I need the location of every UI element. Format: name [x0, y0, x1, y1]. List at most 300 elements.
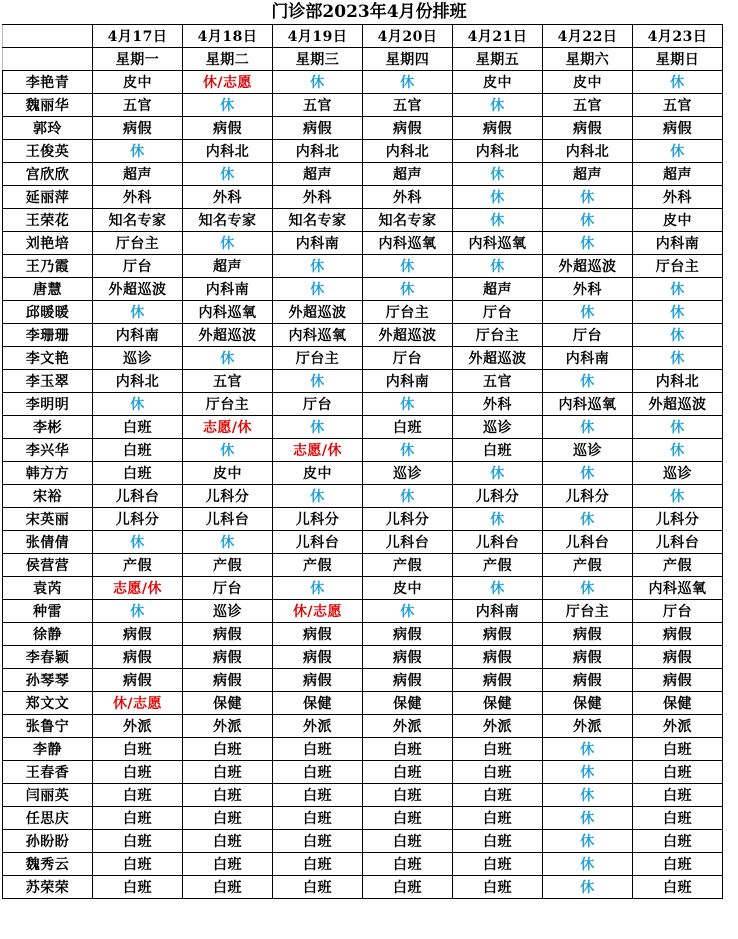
shift-cell[interactable]: 超声 — [273, 163, 363, 186]
shift-cell[interactable]: 儿科分 — [453, 485, 543, 508]
shift-cell[interactable]: 病假 — [93, 669, 183, 692]
shift-cell[interactable]: 休 — [363, 439, 453, 462]
shift-cell[interactable]: 白班 — [633, 853, 723, 876]
shift-cell[interactable]: 白班 — [93, 876, 183, 899]
shift-cell[interactable]: 内科南 — [93, 324, 183, 347]
shift-cell[interactable]: 超声 — [183, 255, 273, 278]
corner-cell[interactable] — [3, 48, 93, 71]
shift-cell[interactable]: 休 — [543, 577, 633, 600]
shift-cell[interactable]: 休/志愿 — [183, 71, 273, 94]
weekday-header-cell[interactable]: 星期五 — [453, 48, 543, 71]
shift-cell[interactable]: 休 — [273, 255, 363, 278]
shift-cell[interactable]: 病假 — [273, 669, 363, 692]
shift-cell[interactable]: 内科南 — [543, 347, 633, 370]
shift-cell[interactable]: 白班 — [93, 807, 183, 830]
shift-cell[interactable]: 白班 — [363, 853, 453, 876]
shift-cell[interactable]: 病假 — [633, 669, 723, 692]
shift-cell[interactable]: 厅台 — [93, 255, 183, 278]
shift-cell[interactable]: 休 — [273, 577, 363, 600]
shift-cell[interactable]: 外科 — [273, 186, 363, 209]
shift-cell[interactable]: 儿科分 — [543, 485, 633, 508]
shift-cell[interactable]: 白班 — [363, 416, 453, 439]
shift-cell[interactable]: 休 — [543, 830, 633, 853]
shift-cell[interactable]: 病假 — [273, 646, 363, 669]
staff-name-cell[interactable]: 宫欣欣 — [3, 163, 93, 186]
shift-cell[interactable]: 厅台 — [273, 393, 363, 416]
shift-cell[interactable]: 病假 — [273, 623, 363, 646]
shift-cell[interactable]: 五官 — [633, 94, 723, 117]
shift-cell[interactable]: 白班 — [453, 876, 543, 899]
shift-cell[interactable]: 休 — [363, 485, 453, 508]
shift-cell[interactable]: 白班 — [633, 784, 723, 807]
shift-cell[interactable]: 休 — [633, 301, 723, 324]
shift-cell[interactable]: 病假 — [363, 623, 453, 646]
shift-cell[interactable]: 内科北 — [273, 140, 363, 163]
shift-cell[interactable]: 白班 — [363, 807, 453, 830]
shift-cell[interactable]: 白班 — [93, 784, 183, 807]
shift-cell[interactable]: 休 — [273, 416, 363, 439]
shift-cell[interactable]: 病假 — [453, 669, 543, 692]
shift-cell[interactable]: 病假 — [543, 623, 633, 646]
shift-cell[interactable]: 外超巡波 — [183, 324, 273, 347]
shift-cell[interactable]: 休 — [273, 485, 363, 508]
staff-name-cell[interactable]: 李兴华 — [3, 439, 93, 462]
staff-name-cell[interactable]: 唐慧 — [3, 278, 93, 301]
shift-cell[interactable]: 儿科分 — [363, 508, 453, 531]
shift-cell[interactable]: 五官 — [93, 94, 183, 117]
shift-cell[interactable]: 白班 — [183, 807, 273, 830]
corner-cell[interactable] — [3, 25, 93, 48]
weekday-header-cell[interactable]: 星期四 — [363, 48, 453, 71]
shift-cell[interactable]: 休 — [183, 347, 273, 370]
shift-cell[interactable]: 内科巡氧 — [543, 393, 633, 416]
shift-cell[interactable]: 白班 — [453, 439, 543, 462]
shift-cell[interactable]: 五官 — [183, 370, 273, 393]
shift-cell[interactable]: 白班 — [453, 761, 543, 784]
shift-cell[interactable]: 休 — [183, 439, 273, 462]
shift-cell[interactable]: 儿科分 — [93, 508, 183, 531]
shift-cell[interactable]: 病假 — [453, 117, 543, 140]
weekday-header-cell[interactable]: 星期二 — [183, 48, 273, 71]
shift-cell[interactable]: 休 — [93, 600, 183, 623]
shift-cell[interactable]: 内科巡氧 — [183, 301, 273, 324]
staff-name-cell[interactable]: 孙盼盼 — [3, 830, 93, 853]
shift-cell[interactable]: 儿科台 — [93, 485, 183, 508]
shift-cell[interactable]: 病假 — [633, 117, 723, 140]
shift-cell[interactable]: 内科巡氧 — [453, 232, 543, 255]
shift-cell[interactable]: 休 — [93, 393, 183, 416]
shift-cell[interactable]: 白班 — [273, 807, 363, 830]
shift-cell[interactable]: 病假 — [543, 646, 633, 669]
shift-cell[interactable]: 儿科台 — [453, 531, 543, 554]
shift-cell[interactable]: 白班 — [363, 830, 453, 853]
shift-cell[interactable]: 休 — [453, 462, 543, 485]
shift-cell[interactable]: 休 — [633, 347, 723, 370]
shift-cell[interactable]: 休 — [183, 94, 273, 117]
shift-cell[interactable]: 病假 — [183, 117, 273, 140]
shift-cell[interactable]: 保健 — [633, 692, 723, 715]
shift-cell[interactable]: 休 — [363, 255, 453, 278]
shift-cell[interactable]: 病假 — [183, 646, 273, 669]
shift-cell[interactable]: 白班 — [453, 784, 543, 807]
shift-cell[interactable]: 内科南 — [273, 232, 363, 255]
shift-cell[interactable]: 内科北 — [363, 140, 453, 163]
shift-cell[interactable]: 休 — [543, 301, 633, 324]
shift-cell[interactable]: 超声 — [93, 163, 183, 186]
staff-name-cell[interactable]: 李珊珊 — [3, 324, 93, 347]
shift-cell[interactable]: 皮中 — [453, 71, 543, 94]
shift-cell[interactable]: 厅台主 — [183, 393, 273, 416]
shift-cell[interactable]: 休 — [363, 278, 453, 301]
staff-name-cell[interactable]: 王荣花 — [3, 209, 93, 232]
shift-cell[interactable]: 外派 — [93, 715, 183, 738]
shift-cell[interactable]: 白班 — [633, 830, 723, 853]
staff-name-cell[interactable]: 魏丽华 — [3, 94, 93, 117]
shift-cell[interactable]: 休 — [273, 71, 363, 94]
staff-name-cell[interactable]: 宋英丽 — [3, 508, 93, 531]
date-header-cell[interactable]: 4月22日 — [543, 25, 633, 48]
shift-cell[interactable]: 厅台主 — [633, 255, 723, 278]
shift-cell[interactable]: 休 — [93, 301, 183, 324]
shift-cell[interactable]: 巡诊 — [453, 416, 543, 439]
weekday-header-cell[interactable]: 星期三 — [273, 48, 363, 71]
shift-cell[interactable]: 白班 — [273, 830, 363, 853]
shift-cell[interactable]: 皮中 — [93, 71, 183, 94]
shift-cell[interactable]: 休 — [543, 784, 633, 807]
shift-cell[interactable]: 休 — [543, 761, 633, 784]
shift-cell[interactable]: 休 — [183, 163, 273, 186]
shift-cell[interactable]: 产假 — [363, 554, 453, 577]
shift-cell[interactable]: 休 — [93, 531, 183, 554]
shift-cell[interactable]: 厅台 — [453, 301, 543, 324]
shift-cell[interactable]: 保健 — [363, 692, 453, 715]
shift-cell[interactable]: 外科 — [93, 186, 183, 209]
shift-cell[interactable]: 外科 — [453, 393, 543, 416]
shift-cell[interactable]: 休 — [453, 577, 543, 600]
shift-cell[interactable]: 知名专家 — [273, 209, 363, 232]
shift-cell[interactable]: 内科北 — [543, 140, 633, 163]
staff-name-cell[interactable]: 魏秀云 — [3, 853, 93, 876]
shift-cell[interactable]: 白班 — [273, 761, 363, 784]
shift-cell[interactable]: 厅台 — [183, 577, 273, 600]
shift-cell[interactable]: 白班 — [453, 830, 543, 853]
shift-cell[interactable]: 白班 — [453, 853, 543, 876]
shift-cell[interactable]: 休 — [633, 485, 723, 508]
shift-cell[interactable]: 厅台主 — [93, 232, 183, 255]
shift-cell[interactable]: 白班 — [363, 784, 453, 807]
shift-cell[interactable]: 厅台主 — [543, 600, 633, 623]
shift-cell[interactable]: 皮中 — [273, 462, 363, 485]
shift-cell[interactable]: 儿科分 — [273, 508, 363, 531]
shift-cell[interactable]: 保健 — [453, 692, 543, 715]
shift-cell[interactable]: 白班 — [453, 807, 543, 830]
shift-cell[interactable]: 休 — [633, 324, 723, 347]
shift-cell[interactable]: 病假 — [273, 117, 363, 140]
shift-cell[interactable]: 休 — [543, 738, 633, 761]
shift-cell[interactable]: 休 — [543, 876, 633, 899]
shift-cell[interactable]: 白班 — [273, 738, 363, 761]
staff-name-cell[interactable]: 韩方方 — [3, 462, 93, 485]
shift-cell[interactable]: 白班 — [183, 738, 273, 761]
shift-cell[interactable]: 病假 — [93, 623, 183, 646]
staff-name-cell[interactable]: 苏荣荣 — [3, 876, 93, 899]
shift-cell[interactable]: 外超巡波 — [633, 393, 723, 416]
shift-cell[interactable]: 病假 — [363, 117, 453, 140]
staff-name-cell[interactable]: 郑文文 — [3, 692, 93, 715]
shift-cell[interactable]: 皮中 — [633, 209, 723, 232]
date-header-cell[interactable]: 4月18日 — [183, 25, 273, 48]
shift-cell[interactable]: 休 — [543, 462, 633, 485]
shift-cell[interactable]: 白班 — [93, 738, 183, 761]
staff-name-cell[interactable]: 刘艳培 — [3, 232, 93, 255]
shift-cell[interactable]: 病假 — [633, 646, 723, 669]
shift-cell[interactable]: 休 — [93, 140, 183, 163]
shift-cell[interactable]: 白班 — [93, 761, 183, 784]
shift-cell[interactable]: 知名专家 — [93, 209, 183, 232]
shift-cell[interactable]: 志愿/休 — [93, 577, 183, 600]
shift-cell[interactable]: 外派 — [363, 715, 453, 738]
staff-name-cell[interactable]: 袁芮 — [3, 577, 93, 600]
shift-cell[interactable]: 休 — [543, 416, 633, 439]
shift-cell[interactable]: 病假 — [93, 117, 183, 140]
shift-cell[interactable]: 休 — [453, 508, 543, 531]
shift-cell[interactable]: 休 — [453, 186, 543, 209]
shift-cell[interactable]: 病假 — [543, 669, 633, 692]
shift-cell[interactable]: 外派 — [453, 715, 543, 738]
staff-name-cell[interactable]: 李文艳 — [3, 347, 93, 370]
shift-cell[interactable]: 保健 — [543, 692, 633, 715]
shift-cell[interactable]: 外派 — [183, 715, 273, 738]
shift-cell[interactable]: 厅台 — [363, 347, 453, 370]
staff-name-cell[interactable]: 李玉翠 — [3, 370, 93, 393]
staff-name-cell[interactable]: 侯营营 — [3, 554, 93, 577]
shift-cell[interactable]: 休 — [273, 278, 363, 301]
shift-cell[interactable]: 厅台主 — [363, 301, 453, 324]
shift-cell[interactable]: 白班 — [453, 738, 543, 761]
shift-cell[interactable]: 病假 — [633, 623, 723, 646]
shift-cell[interactable]: 五官 — [453, 370, 543, 393]
shift-cell[interactable]: 休 — [633, 439, 723, 462]
shift-cell[interactable]: 休 — [543, 232, 633, 255]
staff-name-cell[interactable]: 王春香 — [3, 761, 93, 784]
shift-cell[interactable]: 休 — [453, 94, 543, 117]
shift-cell[interactable]: 白班 — [363, 876, 453, 899]
shift-cell[interactable]: 儿科台 — [183, 508, 273, 531]
shift-cell[interactable]: 儿科台 — [363, 531, 453, 554]
shift-cell[interactable]: 巡诊 — [543, 439, 633, 462]
shift-cell[interactable]: 白班 — [93, 416, 183, 439]
date-header-cell[interactable]: 4月17日 — [93, 25, 183, 48]
shift-cell[interactable]: 巡诊 — [363, 462, 453, 485]
shift-cell[interactable]: 白班 — [183, 876, 273, 899]
shift-cell[interactable]: 产假 — [543, 554, 633, 577]
shift-cell[interactable]: 休 — [453, 255, 543, 278]
shift-cell[interactable]: 休 — [633, 416, 723, 439]
shift-cell[interactable]: 超声 — [633, 163, 723, 186]
shift-cell[interactable]: 白班 — [93, 830, 183, 853]
shift-cell[interactable]: 白班 — [93, 853, 183, 876]
shift-cell[interactable]: 巡诊 — [633, 462, 723, 485]
staff-name-cell[interactable]: 王俊英 — [3, 140, 93, 163]
shift-cell[interactable]: 超声 — [543, 163, 633, 186]
shift-cell[interactable]: 休 — [453, 163, 543, 186]
shift-cell[interactable]: 白班 — [273, 853, 363, 876]
shift-cell[interactable]: 巡诊 — [93, 347, 183, 370]
shift-cell[interactable]: 内科巡氧 — [633, 577, 723, 600]
shift-cell[interactable]: 厅台 — [633, 600, 723, 623]
shift-cell[interactable]: 病假 — [543, 117, 633, 140]
shift-cell[interactable]: 厅台主 — [453, 324, 543, 347]
shift-cell[interactable]: 休 — [363, 71, 453, 94]
shift-cell[interactable]: 外超巡波 — [93, 278, 183, 301]
shift-cell[interactable]: 志愿/休 — [183, 416, 273, 439]
shift-cell[interactable]: 休 — [543, 807, 633, 830]
date-header-cell[interactable]: 4月21日 — [453, 25, 543, 48]
shift-cell[interactable]: 休 — [183, 531, 273, 554]
shift-cell[interactable]: 五官 — [273, 94, 363, 117]
shift-cell[interactable]: 白班 — [633, 738, 723, 761]
shift-cell[interactable]: 志愿/休 — [273, 439, 363, 462]
shift-cell[interactable]: 内科南 — [183, 278, 273, 301]
shift-cell[interactable]: 休 — [273, 370, 363, 393]
shift-cell[interactable]: 五官 — [363, 94, 453, 117]
shift-cell[interactable]: 白班 — [183, 830, 273, 853]
shift-cell[interactable]: 休 — [363, 600, 453, 623]
shift-cell[interactable]: 病假 — [363, 646, 453, 669]
shift-cell[interactable]: 白班 — [633, 761, 723, 784]
staff-name-cell[interactable]: 李春颖 — [3, 646, 93, 669]
shift-cell[interactable]: 休 — [543, 370, 633, 393]
shift-cell[interactable]: 病假 — [183, 669, 273, 692]
shift-cell[interactable]: 白班 — [363, 738, 453, 761]
staff-name-cell[interactable]: 延丽萍 — [3, 186, 93, 209]
staff-name-cell[interactable]: 种雷 — [3, 600, 93, 623]
shift-cell[interactable]: 病假 — [363, 669, 453, 692]
shift-cell[interactable]: 白班 — [183, 761, 273, 784]
weekday-header-cell[interactable]: 星期六 — [543, 48, 633, 71]
shift-cell[interactable]: 知名专家 — [183, 209, 273, 232]
shift-cell[interactable]: 白班 — [633, 807, 723, 830]
shift-cell[interactable]: 产假 — [183, 554, 273, 577]
shift-cell[interactable]: 病假 — [453, 623, 543, 646]
shift-cell[interactable]: 巡诊 — [183, 600, 273, 623]
shift-cell[interactable]: 外科 — [183, 186, 273, 209]
date-header-cell[interactable]: 4月20日 — [363, 25, 453, 48]
shift-cell[interactable]: 儿科台 — [633, 531, 723, 554]
shift-cell[interactable]: 休 — [363, 393, 453, 416]
shift-cell[interactable]: 休 — [633, 278, 723, 301]
shift-cell[interactable]: 休 — [183, 232, 273, 255]
shift-cell[interactable]: 外科 — [363, 186, 453, 209]
shift-cell[interactable]: 休 — [543, 209, 633, 232]
shift-cell[interactable]: 白班 — [273, 784, 363, 807]
shift-cell[interactable]: 外超巡波 — [273, 301, 363, 324]
shift-cell[interactable]: 产假 — [633, 554, 723, 577]
shift-cell[interactable]: 超声 — [363, 163, 453, 186]
shift-cell[interactable]: 产假 — [273, 554, 363, 577]
shift-cell[interactable]: 厅台主 — [273, 347, 363, 370]
shift-cell[interactable]: 皮中 — [183, 462, 273, 485]
shift-cell[interactable]: 休/志愿 — [273, 600, 363, 623]
shift-cell[interactable]: 产假 — [453, 554, 543, 577]
shift-cell[interactable]: 超声 — [453, 278, 543, 301]
staff-name-cell[interactable]: 李彬 — [3, 416, 93, 439]
shift-cell[interactable]: 外派 — [633, 715, 723, 738]
staff-name-cell[interactable]: 张倩倩 — [3, 531, 93, 554]
shift-cell[interactable]: 休/志愿 — [93, 692, 183, 715]
shift-cell[interactable]: 内科巡氧 — [273, 324, 363, 347]
staff-name-cell[interactable]: 李艳青 — [3, 71, 93, 94]
shift-cell[interactable]: 病假 — [93, 646, 183, 669]
shift-cell[interactable]: 休 — [453, 209, 543, 232]
staff-name-cell[interactable]: 李明明 — [3, 393, 93, 416]
staff-name-cell[interactable]: 张鲁宁 — [3, 715, 93, 738]
weekday-header-cell[interactable]: 星期日 — [633, 48, 723, 71]
shift-cell[interactable]: 内科北 — [453, 140, 543, 163]
shift-cell[interactable]: 休 — [633, 71, 723, 94]
staff-name-cell[interactable]: 邱暖暖 — [3, 301, 93, 324]
shift-cell[interactable]: 儿科台 — [273, 531, 363, 554]
shift-cell[interactable]: 白班 — [273, 876, 363, 899]
staff-name-cell[interactable]: 郭玲 — [3, 117, 93, 140]
shift-cell[interactable]: 内科北 — [93, 370, 183, 393]
shift-cell[interactable]: 病假 — [453, 646, 543, 669]
weekday-header-cell[interactable]: 星期一 — [93, 48, 183, 71]
shift-cell[interactable]: 儿科台 — [543, 531, 633, 554]
shift-cell[interactable]: 皮中 — [363, 577, 453, 600]
staff-name-cell[interactable]: 孙琴琴 — [3, 669, 93, 692]
shift-cell[interactable]: 厅台 — [543, 324, 633, 347]
shift-cell[interactable]: 皮中 — [543, 71, 633, 94]
shift-cell[interactable]: 知名专家 — [363, 209, 453, 232]
shift-cell[interactable]: 病假 — [183, 623, 273, 646]
shift-cell[interactable]: 内科北 — [183, 140, 273, 163]
shift-cell[interactable]: 白班 — [363, 761, 453, 784]
shift-cell[interactable]: 内科巡氧 — [363, 232, 453, 255]
shift-cell[interactable]: 白班 — [93, 462, 183, 485]
staff-name-cell[interactable]: 李静 — [3, 738, 93, 761]
date-header-cell[interactable]: 4月23日 — [633, 25, 723, 48]
shift-cell[interactable]: 休 — [543, 853, 633, 876]
shift-cell[interactable]: 白班 — [183, 853, 273, 876]
shift-cell[interactable]: 外超巡波 — [363, 324, 453, 347]
shift-cell[interactable]: 内科南 — [633, 232, 723, 255]
shift-cell[interactable]: 内科南 — [453, 600, 543, 623]
shift-cell[interactable]: 外科 — [543, 278, 633, 301]
shift-cell[interactable]: 五官 — [543, 94, 633, 117]
shift-cell[interactable]: 外科 — [633, 186, 723, 209]
shift-cell[interactable]: 外超巡波 — [543, 255, 633, 278]
staff-name-cell[interactable]: 徐静 — [3, 623, 93, 646]
shift-cell[interactable]: 外派 — [543, 715, 633, 738]
shift-cell[interactable]: 外超巡波 — [453, 347, 543, 370]
shift-cell[interactable]: 儿科分 — [633, 508, 723, 531]
shift-cell[interactable]: 儿科分 — [183, 485, 273, 508]
shift-cell[interactable]: 白班 — [183, 784, 273, 807]
staff-name-cell[interactable]: 王乃霞 — [3, 255, 93, 278]
shift-cell[interactable]: 休 — [543, 508, 633, 531]
shift-cell[interactable]: 内科南 — [363, 370, 453, 393]
shift-cell[interactable]: 保健 — [183, 692, 273, 715]
staff-name-cell[interactable]: 闫丽英 — [3, 784, 93, 807]
shift-cell[interactable]: 保健 — [273, 692, 363, 715]
shift-cell[interactable]: 产假 — [93, 554, 183, 577]
staff-name-cell[interactable]: 任思庆 — [3, 807, 93, 830]
staff-name-cell[interactable]: 宋裕 — [3, 485, 93, 508]
shift-cell[interactable]: 白班 — [633, 876, 723, 899]
date-header-cell[interactable]: 4月19日 — [273, 25, 363, 48]
shift-cell[interactable]: 休 — [633, 140, 723, 163]
